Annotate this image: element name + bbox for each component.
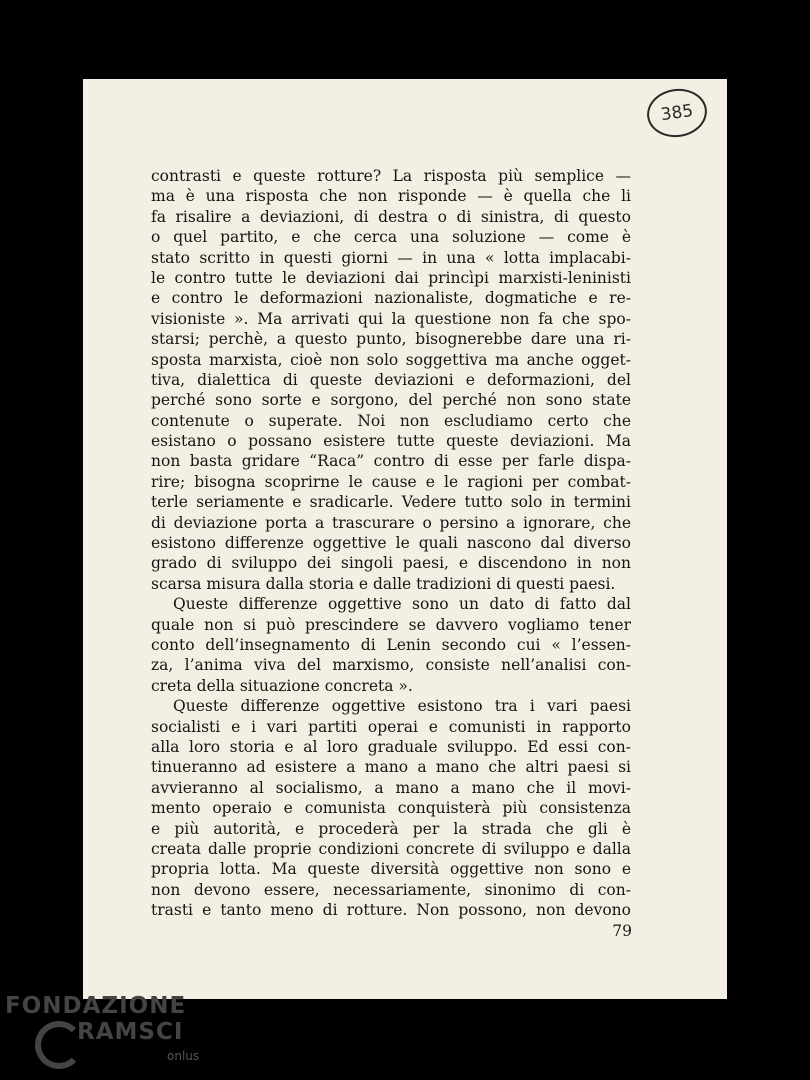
text-line: mento operaio e comunista conquisterà più consistenza [151, 799, 631, 818]
logo-text-line1: FONDAZIONE [5, 993, 187, 1019]
text-line: creata dalle proprie condizioni concrete di sviluppo e dalla [151, 839, 631, 858]
text-line: non basta gridare “Raca” contro di esse per farle dispa- [151, 452, 631, 471]
text-line: non devono essere, necessariamente, sinonimo di con- [151, 880, 631, 899]
text-line: di deviazione porta a trascurare o persino a ignorare, che [151, 513, 631, 532]
text-line: perché sono sorte e sorgono, del perché non sono state [151, 391, 631, 410]
text-line: stato scritto in questi giorni — in una « lotta implacabi- [151, 248, 631, 267]
text-line: ma è una risposta che non risponde — è quella che li [151, 187, 631, 206]
text-line: Queste differenze oggettive esistono tra i vari paesi [173, 697, 631, 716]
text-line: sposta marxista, cioè non solo soggettiva ma anche ogget- [151, 350, 631, 369]
text-line: o quel partito, e che cerca una soluzione — come è [151, 228, 631, 247]
text-line: esistano o possano esistere tutte queste deviazioni. Ma [151, 432, 631, 451]
text-line: e contro le deformazioni nazionaliste, dogmatiche e re- [151, 289, 631, 308]
text-line: alla loro storia e al loro graduale sviluppo. Ed essi con- [151, 737, 631, 756]
logo-g-icon [35, 1021, 83, 1069]
logo-suffix: onlus [167, 1049, 200, 1063]
text-line: quale non si può prescindere se davvero vogliamo tener [151, 615, 631, 634]
body-text [151, 166, 631, 920]
text-line: scarsa misura dalla storia e dalle tradizioni di questi paesi. [151, 574, 616, 593]
text-line: esistono differenze oggettive le quali nascono dal diverso [151, 534, 631, 553]
text-line: rire; bisogna scoprirne le cause e le ragioni per combat- [151, 472, 631, 491]
text-line: contenute o superate. Noi non escludiamo certo che [151, 411, 631, 430]
text-line: trasti e tanto meno di rotture. Non possono, non devono [151, 901, 631, 920]
text-line: terle seriamente e sradicarle. Vedere tutto solo in termini [151, 493, 631, 512]
text-line: contrasti e queste rotture? La risposta più semplice — [151, 167, 631, 185]
fondazione-gramsci-logo [5, 993, 205, 1073]
text-line: socialisti e i vari partiti operai e comunisti in rapporto [151, 717, 631, 736]
text-line: grado di sviluppo dei singoli paesi, e discendono in non [151, 554, 631, 573]
text-line: conto dell’insegnamento di Lenin secondo cui « l’essen- [151, 635, 631, 654]
text-line: le contro tutte le deviazioni dai princìpi marxisti-leninisti [151, 268, 631, 287]
text-line: visioniste ». Ma arrivati qui la questione non fa che spo- [151, 309, 631, 328]
text-line: Queste differenze oggettive sono un dato di fatto dal [173, 595, 631, 614]
logo-text-line2: RAMSCI [77, 1019, 184, 1045]
text-line: tinueranno ad esistere a mano a mano che altri paesi si [151, 758, 631, 777]
archive-stamp: 385 [644, 85, 710, 141]
text-line: fa risalire a deviazioni, di destra o di sinistra, di questo [151, 207, 631, 226]
text-line: e più autorità, e procederà per la strada che gli è [151, 819, 631, 838]
text-line: creta della situazione concreta ». [151, 676, 413, 695]
page-number: 79 [612, 922, 632, 940]
text-line: za, l’anima viva del marxismo, consiste nell’analisi con- [151, 656, 631, 675]
text-line: propria lotta. Ma queste diversità oggettive non sono e [151, 860, 631, 879]
text-line: tiva, dialettica di queste deviazioni e deformazioni, del [151, 370, 631, 389]
text-line: avvieranno al socialismo, a mano a mano che il movi- [151, 778, 631, 797]
text-line: starsi; perchè, a questo punto, bisognerebbe dare una ri- [151, 330, 631, 349]
